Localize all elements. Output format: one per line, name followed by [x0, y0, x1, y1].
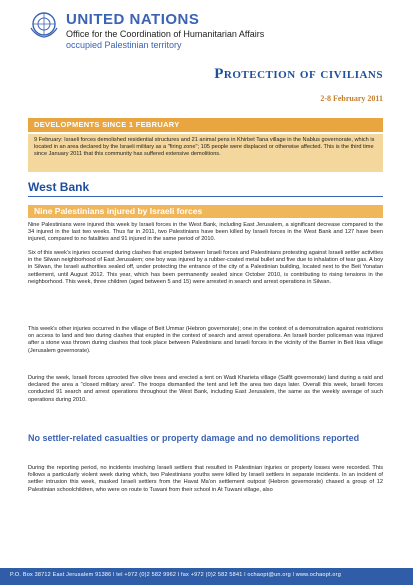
- west-bank-title: West Bank: [28, 180, 90, 194]
- un-emblem-icon: [28, 10, 60, 38]
- footer-contact: P.O. Box 38712 East Jerusalem 91386 l tel +972 (0)2 582 9962 l fax +972 (0)2 582 5841 l ochaopt@un.org l www.ochaopt.org: [10, 572, 341, 578]
- header: [28, 10, 398, 62]
- west-bank-divider: [28, 196, 383, 197]
- paragraph-2: Six of this week's injuries occurred during clashes that erupted between Israeli forces and Palestinians protesting against Israeli settler activities in the Silwan neighborhood of East Jerusalem; one boy was injured by a rubber-coated metal bullet and five due to inhalation of tear gas. A boy in Silwan, the Israeli authorities sealed off, under protecting the entrance of the city of a Palestinian building, located next to the Beit Yonatan settlement, until August 2012. This year, which has been permanently sealed since October 2010, is contributing to rising tensions in the neighborhood. This week, three children (aged between 5 and 15) were arrested in search and arrest operations in Silwan.: [28, 250, 383, 285]
- paragraph-1: Nine Palestinians were injured this week by Israeli forces in the West Bank, including East Jerusalem, a significant decrease compared to the 34 injured in the last two weeks. Thus far in 2011, two Palestinians have been killed by Israeli forces in the West Bank and 127 have been injured, compared to no fatalities and 91 injured in the same period of 2010.: [28, 222, 383, 243]
- organization-block: [66, 12, 264, 51]
- subsection-title-injuries: Nine Palestinians injured by Israeli forces: [34, 206, 203, 216]
- developments-header: [28, 118, 383, 132]
- paragraph-3: This week's other injuries occurred in the village of Beit Ummar (Hebron governorate); one in the context of a demonstration against restrictions on access to land and two during clashes that erupted in the context of search and arrest operations. An Israeli border policeman was injured after a stone was thrown during clashes that took place between Palestinians and Israeli forces in the vicinity of the Barrier in Beit Iksa village (Jerusalem governorate).: [28, 326, 383, 354]
- subsection-title-settlers: No settler-related casualties or property damage and no demolitions reported: [28, 433, 360, 443]
- developments-box: [28, 134, 383, 172]
- subsection-header-injuries: [28, 205, 383, 218]
- footer-bar: [0, 568, 413, 585]
- paragraph-4: During the week, Israeli forces uprooted five olive trees and erected a tent on Wadi Kharieta village (Salfit governorate) land during a raid and declared the area a "closed military area". The troops dismantled the tent and left the area two days later. Overall this week, Israeli forces conducted 91 search and arrest operations throughout the West Bank, including East Jerusalem, the same as the weekly average of such operations during 2010.: [28, 375, 383, 403]
- paragraph-5: During the reporting period, no incidents involving Israeli settlers that resulted in Palestinian injuries or property losses were recorded. This follows a particularly violent week during which, two Palestinians youths were killed by Israeli settlers in separate incidents. In an incident of settler intrusion this week, masked Israeli settlers from the Havat Ma'on settlement outpost (Hebron governorate) chased a group of 12 Palestinian schoolchildren, who were on route to Tuwani from their school in At Tuwani village, also: [28, 465, 383, 493]
- page-title: Protection of civilians: [214, 66, 383, 82]
- developments-heading: DEVELOPMENTS SINCE 1 FEBRUARY: [34, 120, 180, 129]
- report-date: 2-8 February 2011: [320, 94, 383, 103]
- org-name: UNITED NATIONS: [66, 11, 200, 28]
- org-territory: occupied Palestinian territory: [66, 40, 182, 50]
- developments-text: 9 February: Israeli forces demolished residential structures and 21 animal pens in Khirbet Tana village in the Nablus governorate, which is located in an area declared by the Israeli military as a "firing zone"; 105 people were displaced or otherwise affected. This is the third time since January 2011 that this community has suffered extensive demolitions.: [34, 137, 375, 157]
- org-office: Office for the Coordination of Humanitarian Affairs: [66, 29, 265, 39]
